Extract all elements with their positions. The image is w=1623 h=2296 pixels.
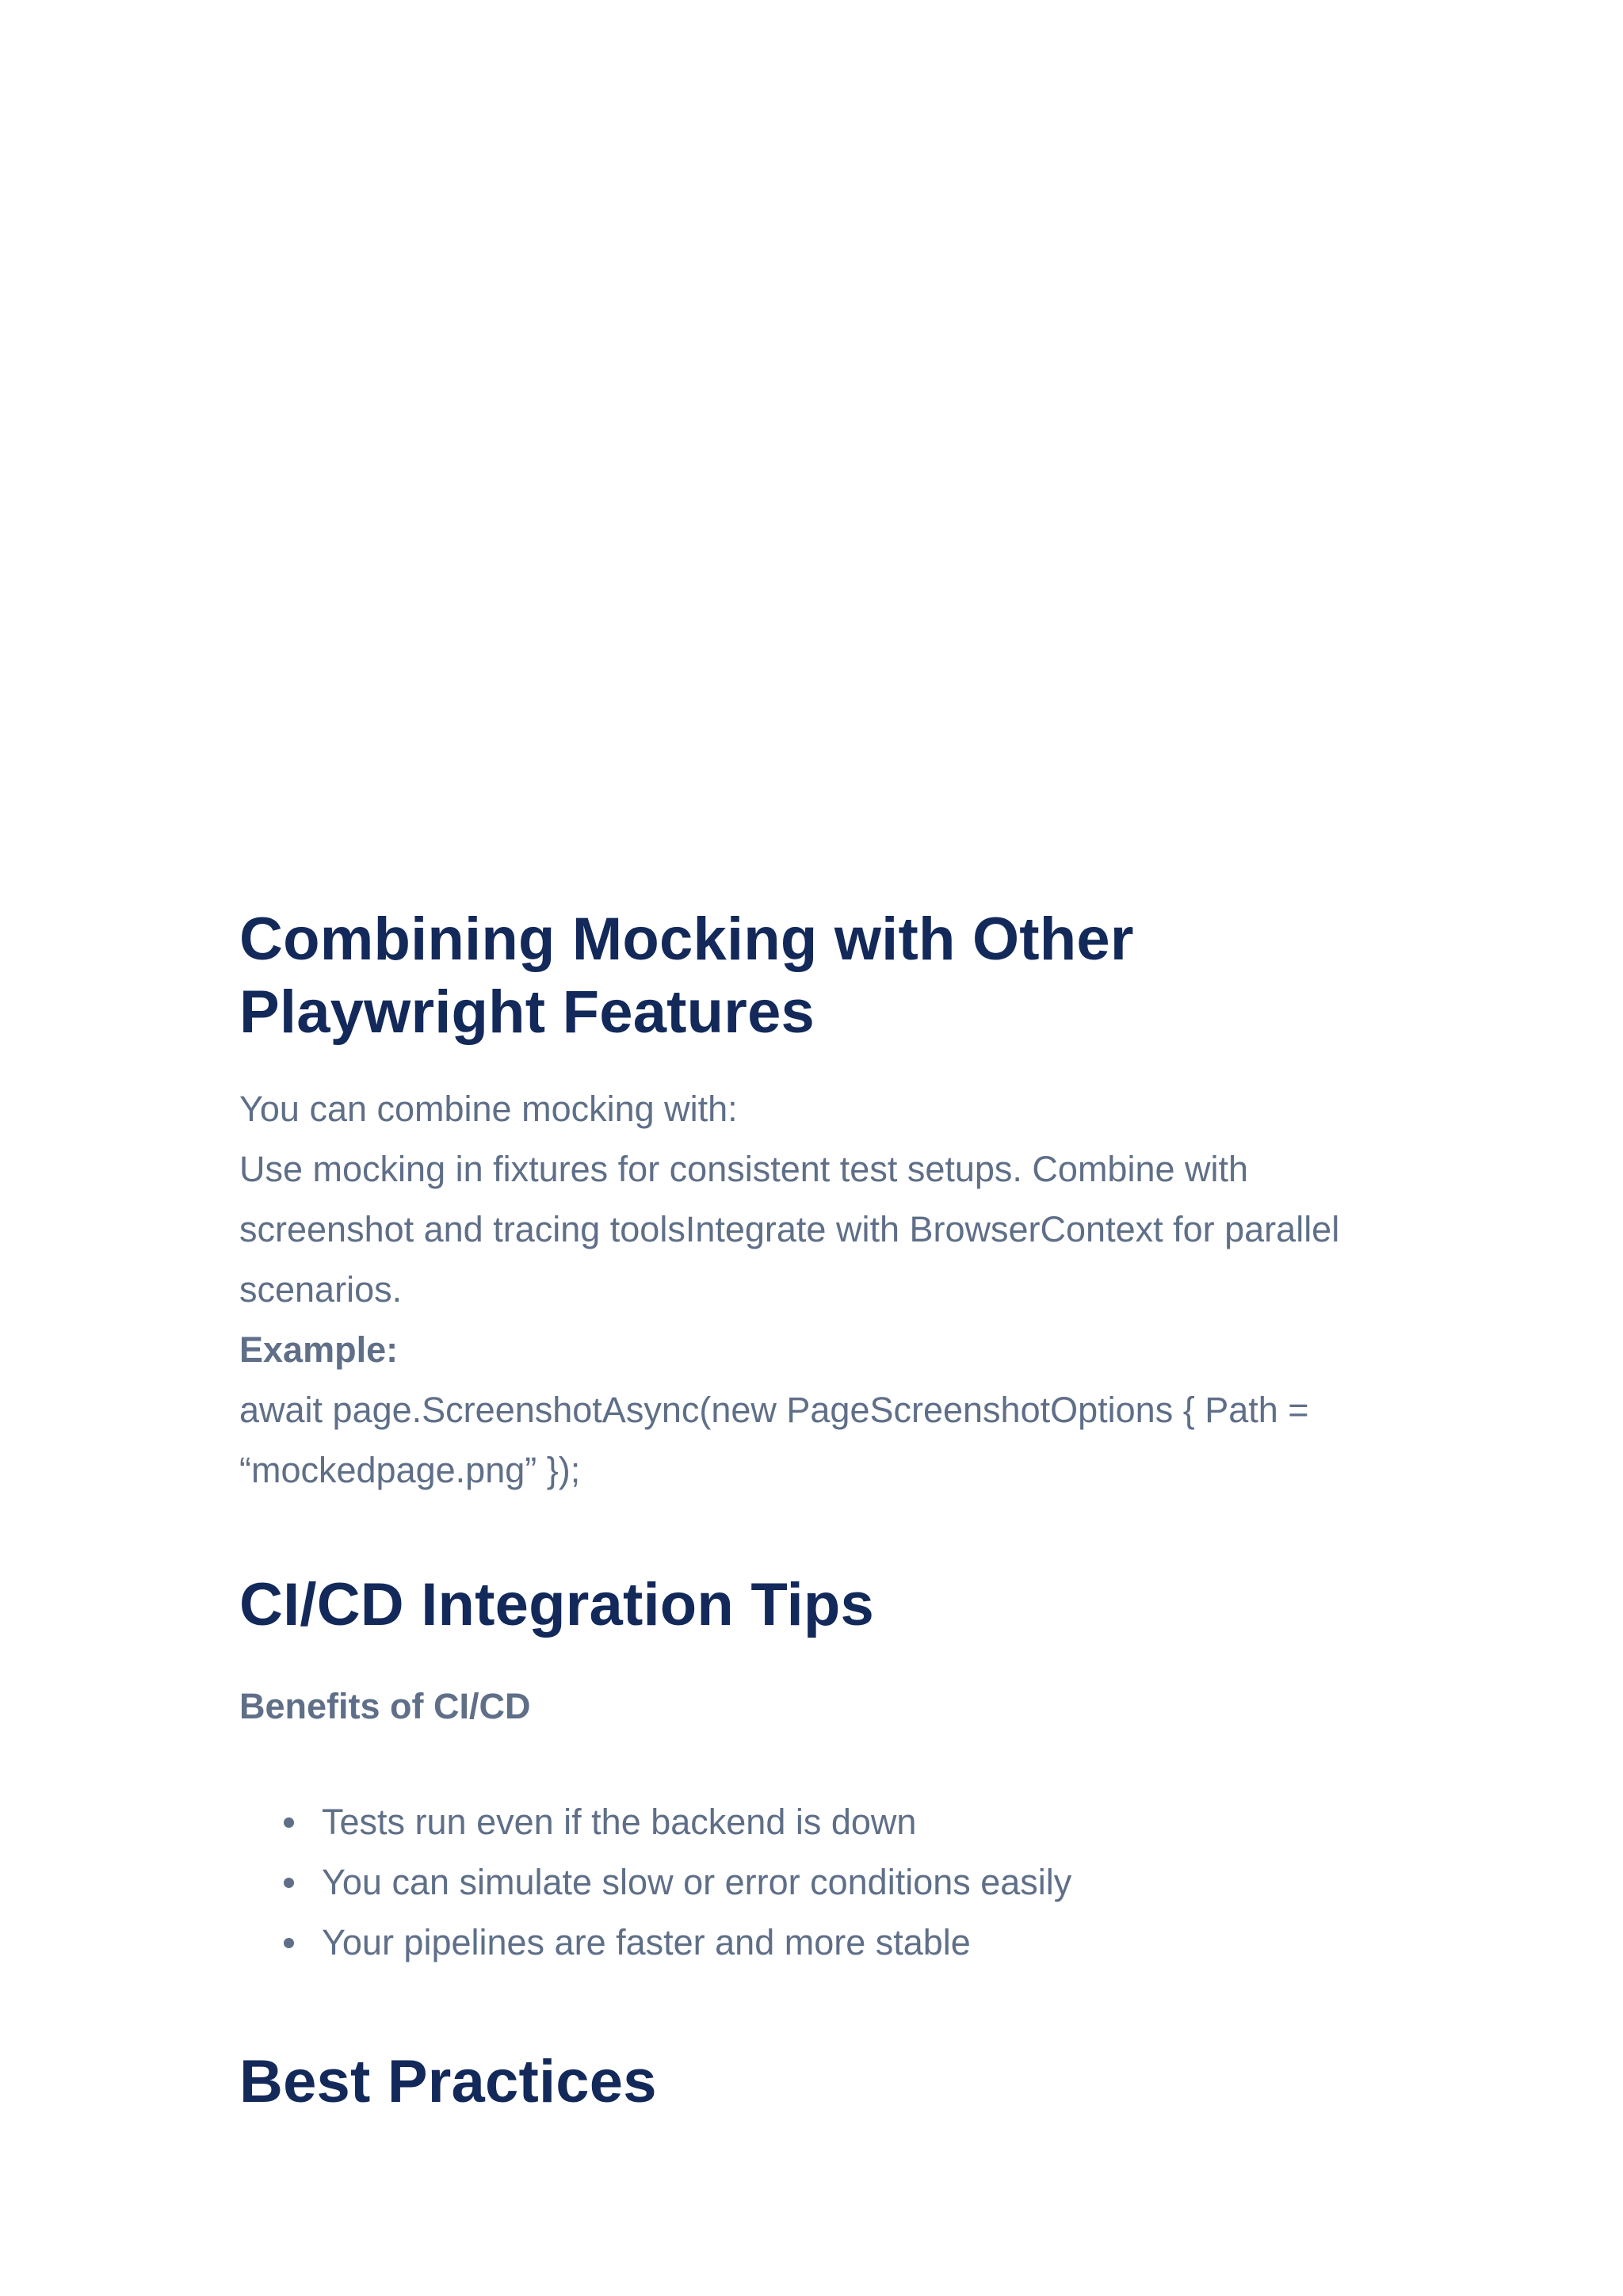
example-code: await page.ScreenshotAsync(new PageScreenshotOptions { Path = “mockedpage.png” }); (239, 1390, 1309, 1490)
list-item-text: You can simulate slow or error conditions easily (322, 1862, 1072, 1902)
section-best-practices (239, 2046, 1412, 2119)
section-combining-mocking (239, 903, 1412, 1501)
list-item (279, 1792, 1412, 1852)
list-item (279, 1913, 1412, 1973)
example-label: Example: (239, 1329, 399, 1370)
benefits-list (239, 1792, 1412, 1973)
list-item-text: Tests run even if the backend is down (322, 1802, 917, 1842)
intro-text: You can combine mocking with: (239, 1089, 738, 1129)
section-heading: Combining Mocking with Other Playwright Features (239, 906, 1134, 1046)
section-heading: CI/CD Integration Tips (239, 1571, 875, 1638)
subheading: Benefits of CI/CD (239, 1686, 531, 1726)
bullet-icon (284, 1878, 294, 1888)
section-heading: Best Practices (239, 2048, 657, 2115)
bullet-icon (284, 1817, 294, 1828)
section-body (239, 1079, 1412, 1501)
body-paragraph: Use mocking in fixtures for consistent test setups. Combine with screenshot and tracing toolsIntegrate with BrowserContext for parallel scenarios. (239, 1149, 1340, 1310)
section-cicd (239, 1569, 1412, 1973)
list-item-text: Your pipelines are faster and more stable (322, 1922, 971, 1962)
list-item (279, 1852, 1412, 1913)
article-content (239, 903, 1412, 2119)
bullet-icon (284, 1938, 294, 1948)
